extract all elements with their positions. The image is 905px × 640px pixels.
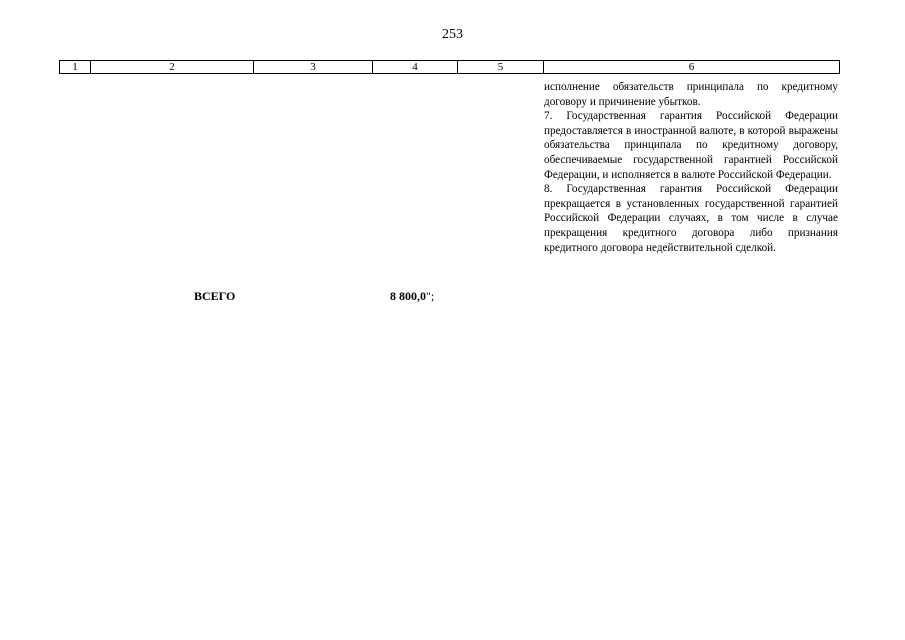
column-header-3: 3 — [254, 61, 373, 73]
column6-paragraph-continuation: исполнение обязательств принципала по кредитному договору и причинение убытков. — [544, 81, 838, 108]
column-header-5: 5 — [458, 61, 544, 73]
column-header-4: 4 — [373, 61, 458, 73]
total-value-cell — [390, 289, 434, 304]
column6-paragraph-7: 7. Государственная гарантия Российской Федерации предоставляется в иностранной валюте, в которой выражены обязательства принципала по кредитному договору, обеспечиваемые государственной гарантией Российской Федерации, и исполняется в валюте Российской Федерации. — [544, 110, 838, 181]
column-header-2: 2 — [91, 61, 254, 73]
table-header-row — [59, 60, 840, 74]
total-value: 8 800,0 — [390, 289, 426, 303]
column6-paragraph-8: 8. Государственная гарантия Российской Федерации прекращается в установленных государственной гарантией Российской Федерации случаях, в том числе в случае прекращения кредитного договора либо признания кредитного договора недействительной сделкой. — [544, 183, 838, 254]
total-value-suffix: "; — [426, 289, 435, 303]
total-label: ВСЕГО — [194, 289, 236, 303]
column-header-1: 1 — [60, 61, 91, 73]
column6-text-block — [544, 80, 838, 255]
page-number: 253 — [442, 27, 463, 42]
column-header-6: 6 — [688, 61, 695, 73]
